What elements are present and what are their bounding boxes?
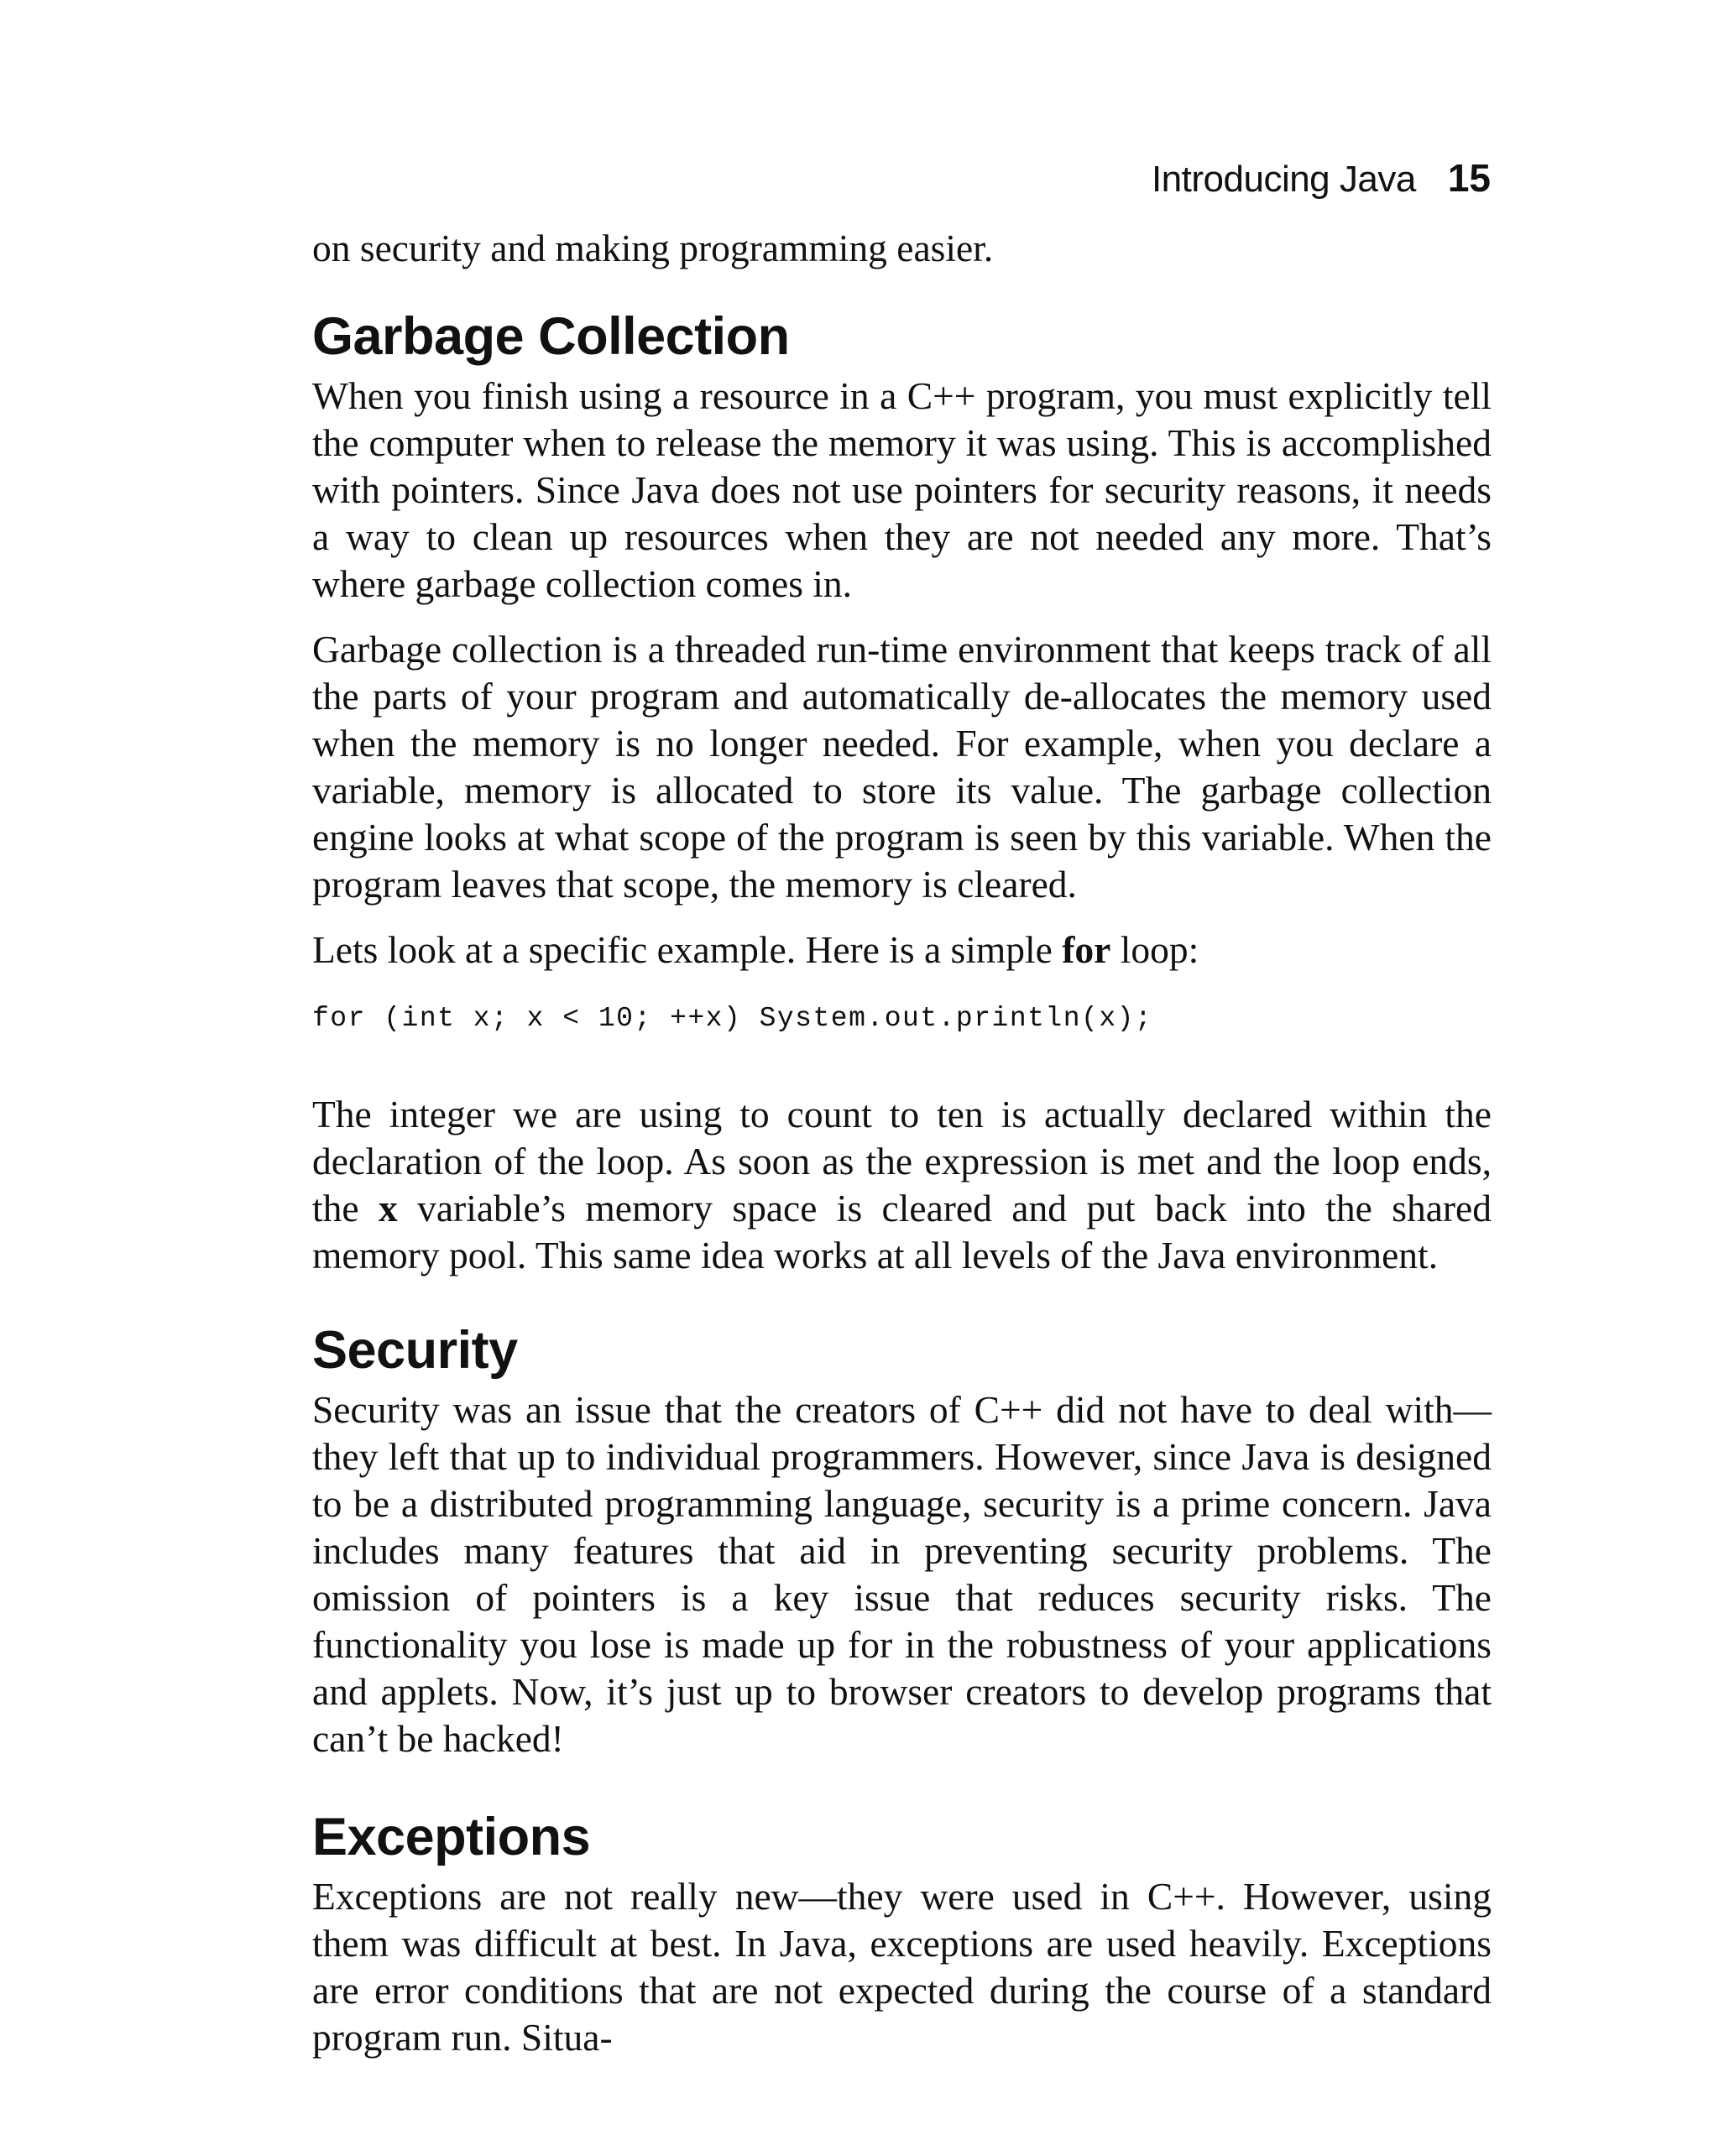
keyword-for: for <box>1062 928 1111 971</box>
section-heading-exceptions: Exceptions <box>312 1808 591 1866</box>
garbage-collection-paragraph-1: When you finish using a resource in a C++ program, you must explicitly tell the computer when to release the memory it was using. This is accomplished with pointers. Since Java does not use pointers for security reasons, it needs a way to clean up resources when they are not needed any more. That’s where garbage collection comes in. <box>312 374 1492 605</box>
paragraph-text: variable’s memory space is cleared and put back into the shared memory pool. This same idea works at all levels of the Java environment. <box>312 1187 1492 1276</box>
section-heading-security: Security <box>312 1321 518 1380</box>
garbage-collection-paragraph-3 <box>312 927 1492 974</box>
paragraph-text: loop: <box>1110 928 1199 971</box>
paragraph-text: The integer we are using to count to ten is actually declared within the declaration of the loop. As soon as the expression is met and the loop ends, the <box>312 1093 1492 1229</box>
running-header-title: Introducing Java <box>1151 159 1416 200</box>
code-sample: for (int x; x < 10; ++x) System.out.println(x); <box>312 1003 1153 1034</box>
garbage-collection-paragraph-2: Garbage collection is a threaded run-time environment that keeps track of all the parts of your program and automatically de-allocates the memory used when the memory is no longer needed. For example, when you declare a variable, memory is allocated to store its value. The garbage collection engine looks at what scope of the program is seen by this variable. When the program leaves that scope, the memory is cleared. <box>312 628 1492 906</box>
garbage-collection-paragraph-4 <box>312 1091 1492 1279</box>
opening-paragraph: on security and making programming easier. <box>312 227 994 269</box>
running-header <box>1152 153 1491 205</box>
main-text-column <box>312 225 1492 2080</box>
keyword-x: x <box>378 1187 398 1229</box>
security-paragraph-1: Security was an issue that the creators of C++ did not have to deal with—they left that up to individual programmers. However, since Java is designed to be a distributed programming language, security is a prime concern. Java includes many features that aid in preventing security problems. The omission of pointers is a key issue that reduces security risks. The functionality you lose is made up for in the robustness of your applications and applets. Now, it’s just up to browser creators to develop programs that can’t be hacked! <box>312 1388 1492 1760</box>
exceptions-paragraph-1: Exceptions are not really new—they were used in C++. However, using them was difficult at best. In Java, exceptions are used heavily. Exceptions are error conditions that are not expected during the course of a standard program run. Situa- <box>312 1875 1492 2059</box>
page-number: 15 <box>1447 156 1491 200</box>
paragraph-text: Lets look at a specific example. Here is a simple <box>312 928 1063 971</box>
section-heading-garbage-collection: Garbage Collection <box>312 307 790 366</box>
